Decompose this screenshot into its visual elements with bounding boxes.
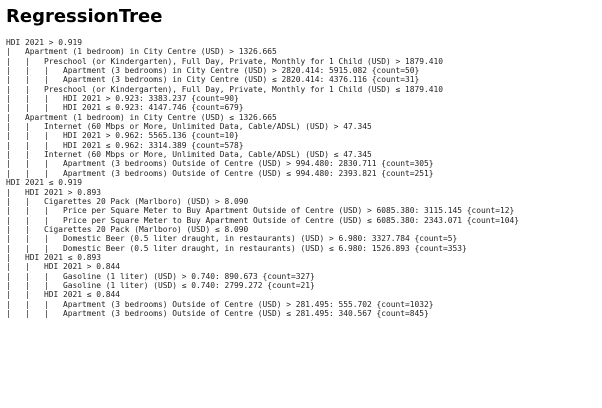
tree-line: | | | Apartment (3 bedrooms) in City Centre (USD) > 2820.414: 5915.082 {count=50} [6,66,420,76]
tree-line: | | | HDI 2021 ≤ 0.923: 4147.746 {count=679} [6,103,244,113]
regression-tree-output [6,38,519,318]
tree-line: | | | Apartment (3 bedrooms) Outside of Centre (USD) ≤ 994.480: 2393.821 {count=251} [6,168,434,178]
tree-line: | | | Gasoline (1 liter) (USD) > 0.740: 890.673 {count=327} [6,271,315,281]
tree-line: | | HDI 2021 ≤ 0.844 [6,290,121,300]
tree-line: | | | Apartment (3 bedrooms) Outside of Centre (USD) ≤ 281.495: 340.567 {count=845} [6,308,429,318]
tree-line: HDI 2021 > 0.919 [6,38,83,47]
tree-line: | | | Domestic Beer (0.5 liter draught, in restaurants) (USD) ≤ 6.980: 1526.893 {count=353} [6,243,467,253]
tree-line: | | | Price per Square Meter to Buy Apartment Outside of Centre (USD) > 6085.380: 3115.145 {count=12} [6,206,515,216]
tree-line: | | Internet (60 Mbps or More, Unlimited Data, Cable/ADSL) (USD) ≤ 47.345 [6,150,372,160]
page-title: RegressionTree [6,6,163,27]
tree-line: | | Internet (60 Mbps or More, Unlimited Data, Cable/ADSL) (USD) > 47.345 [6,122,372,132]
tree-line: | | Preschool (or Kindergarten), Full Day, Private, Monthly for 1 Child (USD) ≤ 1879.410 [6,84,444,94]
tree-line: | | | HDI 2021 > 0.923: 3383.237 {count=90} [6,94,239,104]
tree-line: | Apartment (1 bedroom) in City Centre (USD) ≤ 1326.665 [6,112,277,122]
tree-line: | | | Apartment (3 bedrooms) Outside of Centre (USD) > 281.495: 555.702 {count=1032} [6,299,434,309]
tree-line: HDI 2021 ≤ 0.919 [6,178,83,188]
tree-line: | | Cigarettes 20 Pack (Marlboro) (USD) ≤ 8.090 [6,224,249,234]
tree-line: | | Cigarettes 20 Pack (Marlboro) (USD) > 8.090 [6,196,249,206]
tree-line: | | HDI 2021 > 0.844 [6,262,121,272]
tree-line: | HDI 2021 > 0.893 [6,187,102,197]
tree-line: | Apartment (1 bedroom) in City Centre (USD) > 1326.665 [6,47,277,57]
tree-line: | | | Price per Square Meter to Buy Apartment Outside of Centre (USD) ≤ 6085.380: 2343.071 {count=104} [6,215,520,225]
tree-line: | | | Domestic Beer (0.5 liter draught, in restaurants) (USD) > 6.980: 3327.784 {count=5} [6,234,458,244]
tree-line: | | Preschool (or Kindergarten), Full Day, Private, Monthly for 1 Child (USD) > 1879.410 [6,56,444,66]
tree-line: | | | Gasoline (1 liter) (USD) ≤ 0.740: 2799.272 {count=21} [6,280,315,290]
tree-line: | HDI 2021 ≤ 0.893 [6,252,102,262]
tree-line: | | | HDI 2021 ≤ 0.962: 3314.389 {count=578} [6,140,244,150]
tree-line: | | | Apartment (3 bedrooms) Outside of Centre (USD) > 994.480: 2830.711 {count=305} [6,159,434,169]
tree-line: | | | Apartment (3 bedrooms) in City Centre (USD) ≤ 2820.414: 4376.116 {count=31} [6,75,420,85]
tree-line: | | | HDI 2021 > 0.962: 5565.136 {count=10} [6,131,239,141]
